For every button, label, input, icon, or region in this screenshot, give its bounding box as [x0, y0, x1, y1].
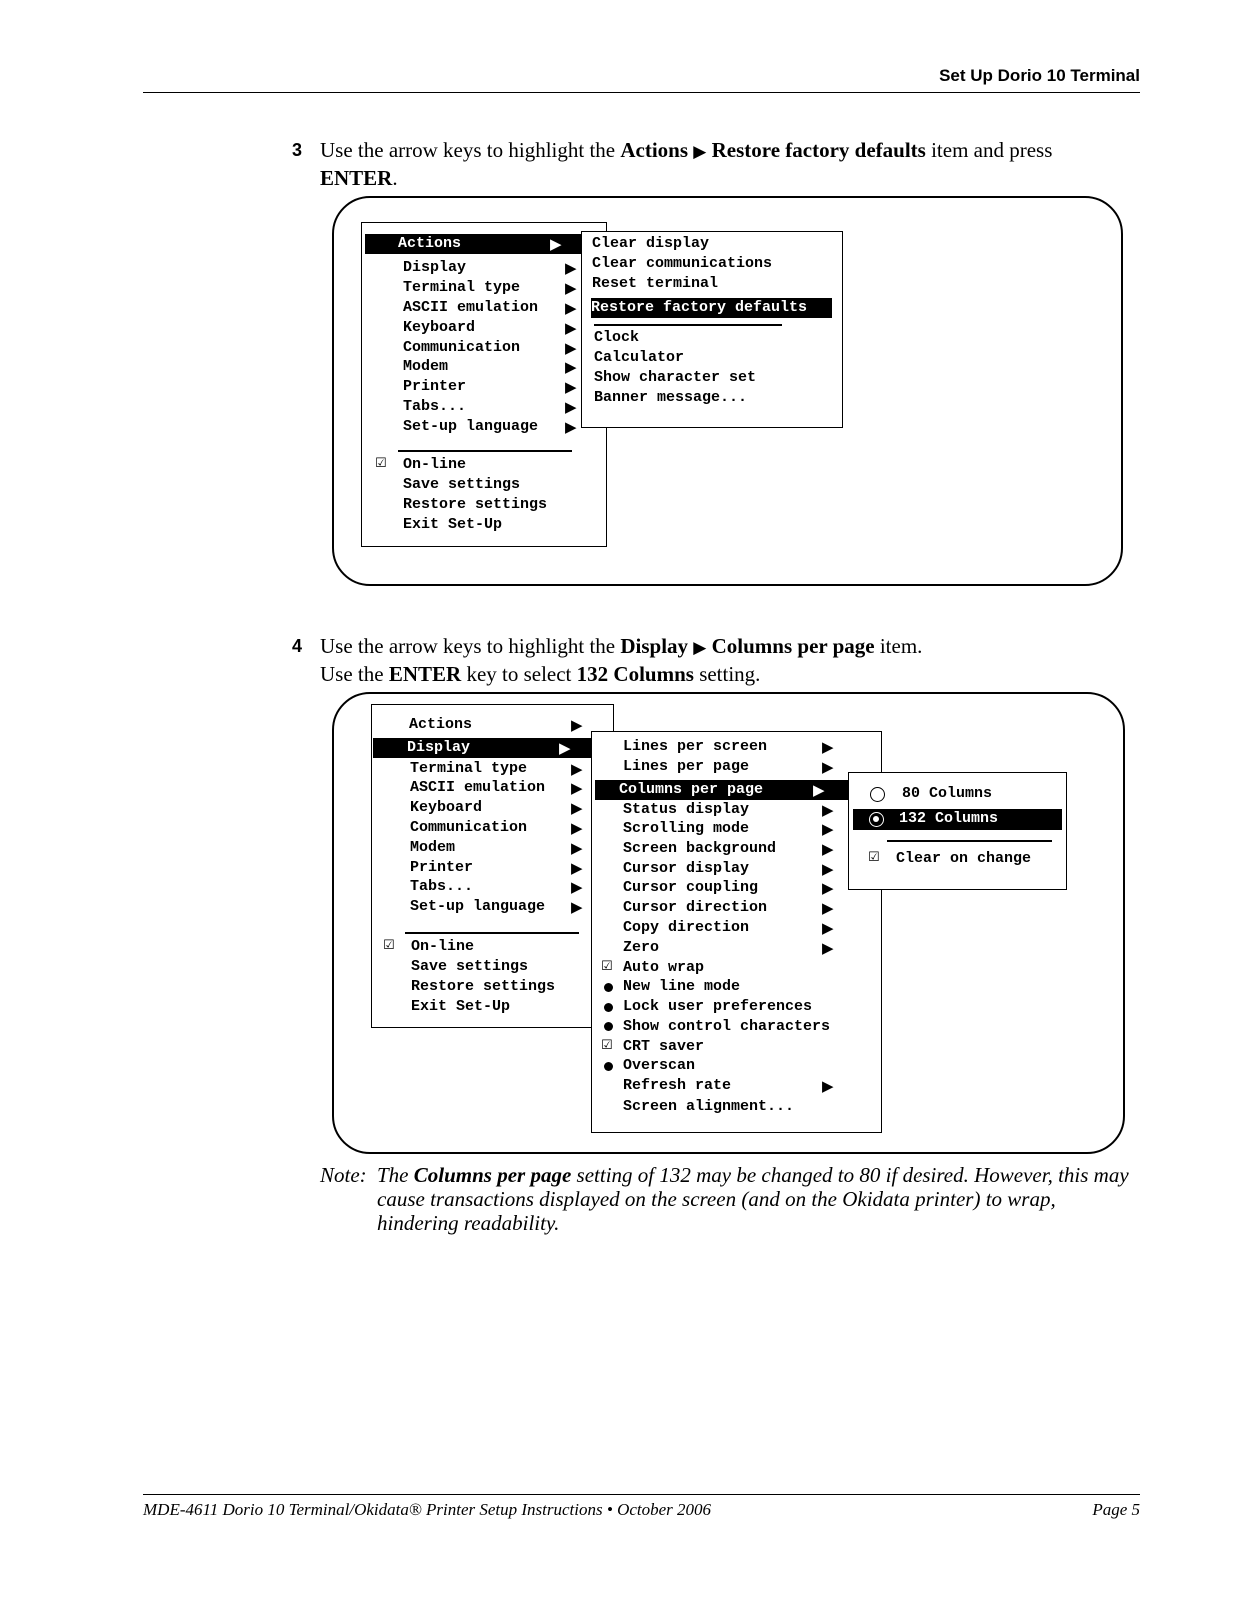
menu-separator [405, 932, 579, 934]
footer-page-number: Page 5 [1092, 1500, 1140, 1519]
step-3-bold-enter: ENTER [320, 166, 393, 190]
s1-menu-item-tabs[interactable]: Tabs... [403, 398, 467, 415]
checkbox-checked-icon[interactable]: ☑ [868, 850, 880, 865]
s2-sub-item-cursor-direction[interactable]: Cursor direction [623, 899, 768, 916]
checkbox-checked-icon[interactable]: ☑ [601, 959, 613, 974]
radio-unselected-icon[interactable] [870, 787, 885, 802]
step-4-text-a: Use the arrow keys to highlight the [320, 634, 621, 658]
s2-sub-item-show-control-characters[interactable]: Show control characters [623, 1018, 831, 1035]
chevron-right-icon: ▶ [822, 820, 834, 838]
chevron-right-icon: ▶ [822, 860, 834, 878]
chevron-right-icon: ▶ [565, 358, 577, 376]
note-label: Note: [320, 1163, 367, 1187]
step-3-number: 3 [292, 140, 303, 160]
chevron-right-icon: ▶ [565, 259, 577, 277]
s1-sub-item-restore-factory-defaults[interactable]: Restore factory defaults [591, 298, 832, 318]
s2-menu-item-display[interactable] [373, 738, 592, 758]
s2-sub-item-cursor-display[interactable]: Cursor display [623, 860, 750, 877]
chevron-right-icon: ▶ [822, 758, 834, 776]
chevron-right-icon: ▶ [571, 779, 583, 797]
s2-sub-item-refresh-rate[interactable]: Refresh rate [623, 1077, 732, 1094]
s2-menu-item-exit-setup[interactable]: Exit Set-Up [411, 998, 511, 1015]
s2-sub-item-lines-per-screen[interactable]: Lines per screen [623, 738, 768, 755]
screen-2-main-menu [371, 704, 614, 1028]
menu-separator [594, 324, 782, 326]
chevron-right-icon: ▶ [565, 299, 577, 317]
step-3-bold-actions: Actions [620, 138, 689, 162]
step-3-bold-restore: Restore factory defaults [711, 138, 926, 162]
step-4-arrow-icon: ▶ [693, 638, 707, 658]
step-4-bold-enter: ENTER [388, 662, 462, 686]
s2-col-item-80-columns[interactable]: 80 Columns [902, 785, 993, 802]
s1-menu-item-modem[interactable]: Modem [403, 358, 449, 375]
chevron-right-icon: ▶ [813, 781, 825, 799]
screen-1-actions-submenu [581, 231, 843, 428]
s2-menu-item-modem[interactable]: Modem [410, 839, 456, 856]
s1-menu-item-save-settings[interactable]: Save settings [403, 476, 521, 493]
s1-sub-item-clock[interactable]: Clock [594, 329, 640, 346]
chevron-right-icon: ▶ [571, 716, 583, 734]
s1-menu-item-display[interactable]: Display [403, 259, 467, 276]
checkbox-checked-icon[interactable]: ☑ [375, 456, 387, 471]
chevron-right-icon: ▶ [571, 878, 583, 896]
chevron-right-icon: ▶ [822, 801, 834, 819]
s2-menu-item-save-settings[interactable]: Save settings [411, 958, 529, 975]
header-rule [143, 92, 1140, 93]
screen-2-display-submenu [591, 731, 882, 1133]
chevron-right-icon: ▶ [565, 378, 577, 396]
s2-sub-item-zero[interactable]: Zero [623, 939, 660, 956]
step-3-text-a: Use the arrow keys to highlight the [320, 138, 621, 162]
s1-sub-item-clear-display[interactable]: Clear display [592, 235, 710, 252]
s1-menu-item-communication[interactable]: Communication [403, 339, 521, 356]
s2-sub-item-overscan[interactable]: Overscan [623, 1057, 696, 1074]
s2-sub-item-lines-per-page[interactable]: Lines per page [623, 758, 750, 775]
s1-menu-item-ascii-emulation[interactable]: ASCII emulation [403, 299, 539, 316]
s1-menu-item-exit-setup[interactable]: Exit Set-Up [403, 516, 503, 533]
chevron-right-icon: ▶ [571, 760, 583, 778]
chevron-right-icon: ▶ [571, 839, 583, 857]
s1-sub-item-banner-message[interactable]: Banner message... [594, 389, 748, 406]
step-3-arrow-icon: ▶ [693, 142, 707, 162]
chevron-right-icon: ▶ [571, 799, 583, 817]
s2-sub-item-auto-wrap[interactable]: Auto wrap [623, 959, 705, 976]
step-3-text [320, 137, 1120, 191]
chevron-right-icon: ▶ [550, 235, 562, 253]
note-text [377, 1163, 1137, 1235]
s1-sub-item-reset-terminal[interactable]: Reset terminal [592, 275, 719, 292]
bullet-icon [604, 1022, 613, 1031]
s2-col-item-132-columns-row[interactable] [853, 809, 1062, 830]
s2-menu-item-actions[interactable]: Actions [409, 716, 473, 733]
s2-sub-item-lock-user-preferences[interactable]: Lock user preferences [623, 998, 813, 1015]
s2-sub-item-new-line-mode[interactable]: New line mode [623, 978, 741, 995]
chevron-right-icon: ▶ [559, 739, 571, 757]
s2-sub-item-screen-background[interactable]: Screen background [623, 840, 777, 857]
s2-sub-item-screen-alignment[interactable]: Screen alignment... [623, 1098, 795, 1115]
s2-col-item-clear-on-change[interactable]: Clear on change [896, 850, 1032, 867]
s2-menu-item-online[interactable]: On-line [411, 938, 475, 955]
s2-menu-item-setup-language[interactable]: Set-up language [410, 898, 546, 915]
s1-menu-item-online[interactable]: On-line [403, 456, 467, 473]
note-block [320, 1163, 1140, 1235]
chevron-right-icon: ▶ [822, 899, 834, 917]
step-4-bold-display: Display [620, 634, 689, 658]
step-4-bold-132: 132 Columns [576, 662, 694, 686]
chevron-right-icon: ▶ [565, 339, 577, 357]
step-4-bold-columns: Columns per page [711, 634, 875, 658]
page-header-title: Set Up Dorio 10 Terminal [939, 66, 1140, 85]
s1-sub-item-calculator[interactable]: Calculator [594, 349, 685, 366]
s1-menu-item-keyboard[interactable]: Keyboard [403, 319, 476, 336]
s2-sub-item-cursor-coupling[interactable]: Cursor coupling [623, 879, 759, 896]
step-4-text-d: key to select [461, 662, 577, 686]
s1-menu-item-terminal-type[interactable]: Terminal type [403, 279, 521, 296]
chevron-right-icon: ▶ [565, 398, 577, 416]
s2-menu-item-printer[interactable]: Printer [410, 859, 474, 876]
s2-menu-label: Display [407, 739, 471, 756]
chevron-right-icon: ▶ [822, 1077, 834, 1095]
chevron-right-icon: ▶ [565, 279, 577, 297]
chevron-right-icon: ▶ [822, 879, 834, 897]
s1-menu-item-printer[interactable]: Printer [403, 378, 467, 395]
s2-sub-item-status-display[interactable]: Status display [623, 801, 750, 818]
step-3-text-b: item and press [925, 138, 1053, 162]
s2-menu-item-ascii-emulation[interactable]: ASCII emulation [410, 779, 546, 796]
s2-menu-item-tabs[interactable]: Tabs... [410, 878, 474, 895]
s2-sub-item-columns-per-page[interactable] [595, 780, 850, 800]
chevron-right-icon: ▶ [822, 919, 834, 937]
s1-menu-item-setup-language[interactable]: Set-up language [403, 418, 539, 435]
radio-selected-icon[interactable] [869, 812, 884, 827]
s1-menu-label: Actions [398, 235, 462, 252]
chevron-right-icon: ▶ [822, 738, 834, 756]
s2-menu-item-keyboard[interactable]: Keyboard [410, 799, 483, 816]
bullet-icon [604, 983, 613, 992]
menu-separator [398, 450, 572, 452]
s2-sub-item-copy-direction[interactable]: Copy direction [623, 919, 750, 936]
screen-2-columns-submenu [848, 772, 1067, 890]
s1-menu-item-actions[interactable] [365, 234, 581, 254]
chevron-right-icon: ▶ [565, 319, 577, 337]
chevron-right-icon: ▶ [571, 859, 583, 877]
note-text-a: The [377, 1163, 414, 1187]
chevron-right-icon: ▶ [571, 898, 583, 916]
s2-menu-item-restore-settings[interactable]: Restore settings [411, 978, 556, 995]
footer-document-title: MDE-4611 Dorio 10 Terminal/Okidata® Printer Setup Instructions • October 2006 [143, 1500, 712, 1519]
s1-sub-item-clear-communications[interactable]: Clear communications [592, 255, 773, 272]
step-4-number: 4 [292, 636, 303, 656]
s1-menu-item-restore-settings[interactable]: Restore settings [403, 496, 548, 513]
step-4-text-c: Use the [320, 662, 389, 686]
s2-menu-item-terminal-type[interactable]: Terminal type [410, 760, 528, 777]
s2-menu-item-communication[interactable]: Communication [410, 819, 528, 836]
bullet-icon [604, 1003, 613, 1012]
note-bold: Columns per page [413, 1163, 572, 1187]
footer-rule [143, 1494, 1140, 1495]
s2-sub-label: Columns per page [619, 781, 764, 798]
chevron-right-icon: ▶ [571, 819, 583, 837]
chevron-right-icon: ▶ [822, 939, 834, 957]
step-4-text [320, 633, 1120, 687]
step-4-text-b: item. [874, 634, 923, 658]
chevron-right-icon: ▶ [565, 418, 577, 436]
checkbox-checked-icon[interactable]: ☑ [383, 938, 395, 953]
checkbox-checked-icon[interactable]: ☑ [601, 1038, 613, 1053]
note-text-b: setting of 132 may be changed to 80 if desired. However, this may cause transactions displayed on the screen (and on the Okidata printer) to wrap, hindering readability. [377, 1163, 1129, 1235]
step-3-text-c: . [392, 166, 398, 190]
chevron-right-icon: ▶ [822, 840, 834, 858]
step-4-text-e: setting. [693, 662, 761, 686]
s2-sub-item-scrolling-mode[interactable]: Scrolling mode [623, 820, 750, 837]
s2-sub-item-crt-saver[interactable]: CRT saver [623, 1038, 705, 1055]
s2-col-item-132-columns: 132 Columns [899, 810, 999, 827]
screen-1-main-menu [361, 222, 607, 547]
s1-sub-item-show-character-set[interactable]: Show character set [594, 369, 757, 386]
bullet-icon [604, 1062, 613, 1071]
menu-separator [887, 840, 1052, 842]
